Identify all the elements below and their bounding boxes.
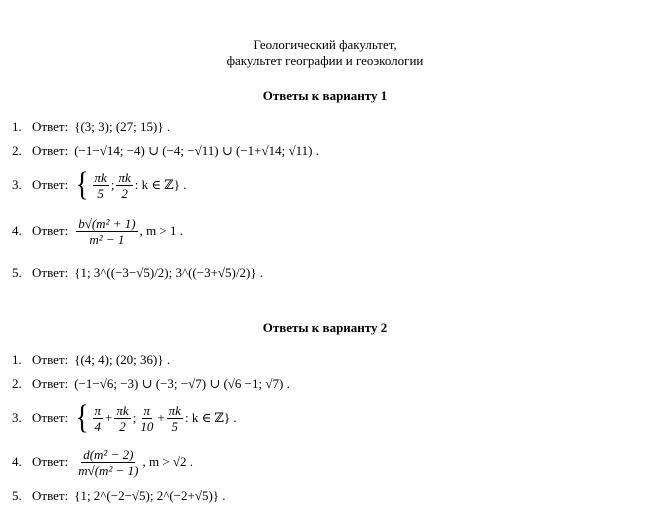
answer-text: {(3; 3); (27; 15)} . [74,119,171,134]
v2-answer-2 [12,374,290,394]
fraction: $\frac{\pi k}{5}$ [94,169,107,201]
answer-text: {1; 3^((−3−√5)/2); 3^((−3+√5)/2)} . [74,265,264,280]
left-brace-glyph: { [75,399,89,436]
answer-text: , m > 1 . [139,223,184,238]
fraction: $\frac{\pi}{4}$ [94,402,102,434]
answer-number: 1. [12,119,22,134]
v1-answer-4 [12,215,183,247]
answer-text: {(4; 4); (20; 36)} . [74,352,171,367]
answer-text: (−1−√6; −3) ∪ (−3; −√7) ∪ (√6 −1; √7) . [74,376,290,391]
answer-number: 1. [12,352,22,367]
answer-number: 3. [12,177,22,192]
v1-answer-1 [12,117,170,137]
faculty-line-1: Геологический факультет, [253,37,397,52]
faculty-line-2: факультет географии и геоэкологии [226,53,424,68]
answer-text: {1; 2^(−2−√5); 2^(−2+√5)} . [74,488,226,503]
v1-answer-3 [12,166,187,203]
answer-label: Ответ: [32,352,69,367]
answer-text: : k ∈ ℤ} . [134,177,187,192]
answer-label: Ответ: [32,265,69,280]
fraction: $\frac{\text{d(m² − 2)}}{\text{m√(m² − 1)}}$ [78,446,139,478]
fraction: $\frac{\text{b√(m² + 1)}}{\text{m² − 1}}$ [78,215,136,247]
answer-number: 4. [12,223,22,238]
answer-label: Ответ: [32,488,69,503]
answer-text: : k ∈ ℤ} . [184,410,237,425]
answer-number: 3. [12,410,22,425]
answer-label: Ответ: [32,177,69,192]
variant-2-title: Ответы к варианту 2 [262,320,388,335]
v2-answer-1 [12,350,170,370]
fraction: $\frac{\pi k}{2}$ [116,402,129,434]
v1-answer-2 [12,141,319,161]
answer-formula [74,216,183,247]
answer-number: 2. [12,376,22,391]
v1-answer-5 [12,263,263,283]
fraction: $\frac{\pi k}{5}$ [168,402,181,434]
variant-1-title: Ответы к варианту 1 [262,88,388,103]
answer-label: Ответ: [32,376,69,391]
answer-formula: { $\frac{\pi}{4}$ + $\frac{\pi k}{2}$ ; $\frac{\pi}{10}$ + $\frac{\pi k}{5}$ : k ∈ ℤ} . [75,399,237,436]
answer-label: Ответ: [32,410,69,425]
answer-formula [74,447,193,478]
answer-number: 5. [12,265,22,280]
answer-label: Ответ: [32,119,69,134]
v2-answer-5 [12,486,226,506]
answer-number: 5. [12,488,22,503]
answer-text: (−1−√14; −4) ∪ (−4; −√11) ∪ (−1+√14; √11) . [74,143,319,158]
answer-number: 2. [12,143,22,158]
answer-formula: { $\frac{\pi k}{5}$ ; $\frac{\pi k}{2}$ : k ∈ ℤ} . [75,166,187,203]
fraction: $\frac{\pi k}{2}$ [118,169,131,201]
answer-number: 4. [12,454,22,469]
v2-answer-4 [12,445,193,479]
answer-label: Ответ: [32,223,69,238]
fraction: $\frac{\pi}{10}$ [140,402,154,434]
left-brace-glyph: { [75,166,89,203]
answer-text: , m > √2 . [142,454,194,469]
answer-label: Ответ: [32,454,69,469]
v2-answer-3 [12,399,237,436]
answer-label: Ответ: [32,143,69,158]
